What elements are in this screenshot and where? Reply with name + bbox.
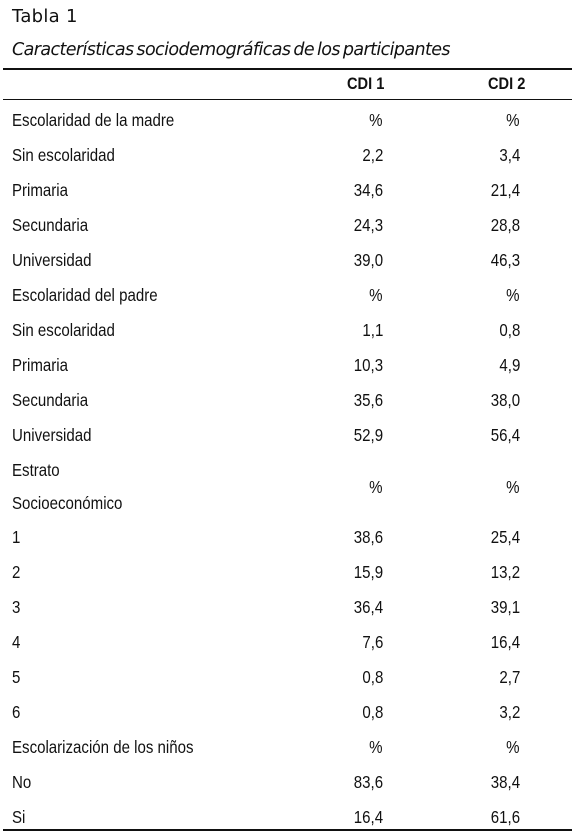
header-rule — [3, 99, 572, 100]
cell-cdi1: % — [369, 110, 383, 130]
row-label: Primaria — [12, 355, 69, 375]
row-label: 2 — [12, 562, 21, 582]
row-label: 3 — [12, 597, 21, 617]
cell-cdi1: 83,6 — [353, 772, 383, 792]
cell-cdi2: 61,6 — [490, 807, 520, 827]
cell-cdi2: 39,1 — [490, 597, 520, 617]
row-label: Escolaridad del padre — [12, 285, 158, 305]
row-label: Si — [12, 807, 26, 827]
table-number: Tabla 1 — [12, 6, 78, 27]
row-label: Universidad — [12, 250, 92, 270]
cell-cdi1: 1,1 — [362, 320, 383, 340]
bottom-rule — [3, 829, 572, 831]
cell-cdi1: 16,4 — [353, 807, 383, 827]
cell-cdi2: 25,4 — [490, 527, 520, 547]
cell-cdi2: 2,7 — [499, 667, 520, 687]
cell-cdi1: 7,6 — [362, 632, 383, 652]
cell-cdi2: % — [506, 477, 520, 497]
cell-cdi2: 16,4 — [490, 632, 520, 652]
cell-cdi2: 0,8 — [499, 320, 520, 340]
row-label: Secundaria — [12, 215, 89, 235]
row-label: 1 — [12, 527, 21, 547]
row-label: 4 — [12, 632, 21, 652]
cell-cdi1: % — [369, 477, 383, 497]
cell-cdi2: 56,4 — [490, 425, 520, 445]
cell-cdi2: % — [506, 285, 520, 305]
cell-cdi2: 38,4 — [490, 772, 520, 792]
row-label: Estrato — [12, 460, 60, 480]
cell-cdi1: 38,6 — [353, 527, 383, 547]
row-label-line2: Socioeconómico — [12, 493, 123, 513]
cell-cdi2: 38,0 — [490, 390, 520, 410]
cell-cdi1: 0,8 — [362, 702, 383, 722]
row-label: Primaria — [12, 180, 69, 200]
cell-cdi2: 13,2 — [490, 562, 520, 582]
row-label: Sin escolaridad — [12, 145, 115, 165]
cell-cdi1: 0,8 — [362, 667, 383, 687]
row-label: Universidad — [12, 425, 92, 445]
cell-cdi2: 3,4 — [499, 145, 520, 165]
cell-cdi1: 36,4 — [353, 597, 383, 617]
cell-cdi2: % — [506, 110, 520, 130]
column-header-cdi2: CDI 2 — [488, 74, 526, 93]
cell-cdi1: % — [369, 285, 383, 305]
row-label: Escolaridad de la madre — [12, 110, 175, 130]
cell-cdi1: 10,3 — [353, 355, 383, 375]
cell-cdi2: 28,8 — [490, 215, 520, 235]
column-header-cdi1: CDI 1 — [347, 74, 385, 93]
cell-cdi2: % — [506, 737, 520, 757]
row-label: 6 — [12, 702, 21, 722]
table-title: Características sociodemográficas de los participantes — [12, 40, 450, 60]
row-label: Escolarización de los niños — [12, 737, 194, 757]
row-label: Sin escolaridad — [12, 320, 115, 340]
top-rule — [3, 68, 572, 70]
cell-cdi1: 35,6 — [353, 390, 383, 410]
row-label: Secundaria — [12, 390, 89, 410]
cell-cdi1: 34,6 — [353, 180, 383, 200]
cell-cdi1: % — [369, 737, 383, 757]
cell-cdi1: 52,9 — [353, 425, 383, 445]
row-label: 5 — [12, 667, 21, 687]
cell-cdi1: 2,2 — [362, 145, 383, 165]
cell-cdi1: 24,3 — [353, 215, 383, 235]
cell-cdi2: 3,2 — [499, 702, 520, 722]
row-label: No — [12, 772, 32, 792]
cell-cdi2: 21,4 — [490, 180, 520, 200]
cell-cdi2: 4,9 — [499, 355, 520, 375]
cell-cdi2: 46,3 — [490, 250, 520, 270]
cell-cdi1: 39,0 — [353, 250, 383, 270]
cell-cdi1: 15,9 — [353, 562, 383, 582]
